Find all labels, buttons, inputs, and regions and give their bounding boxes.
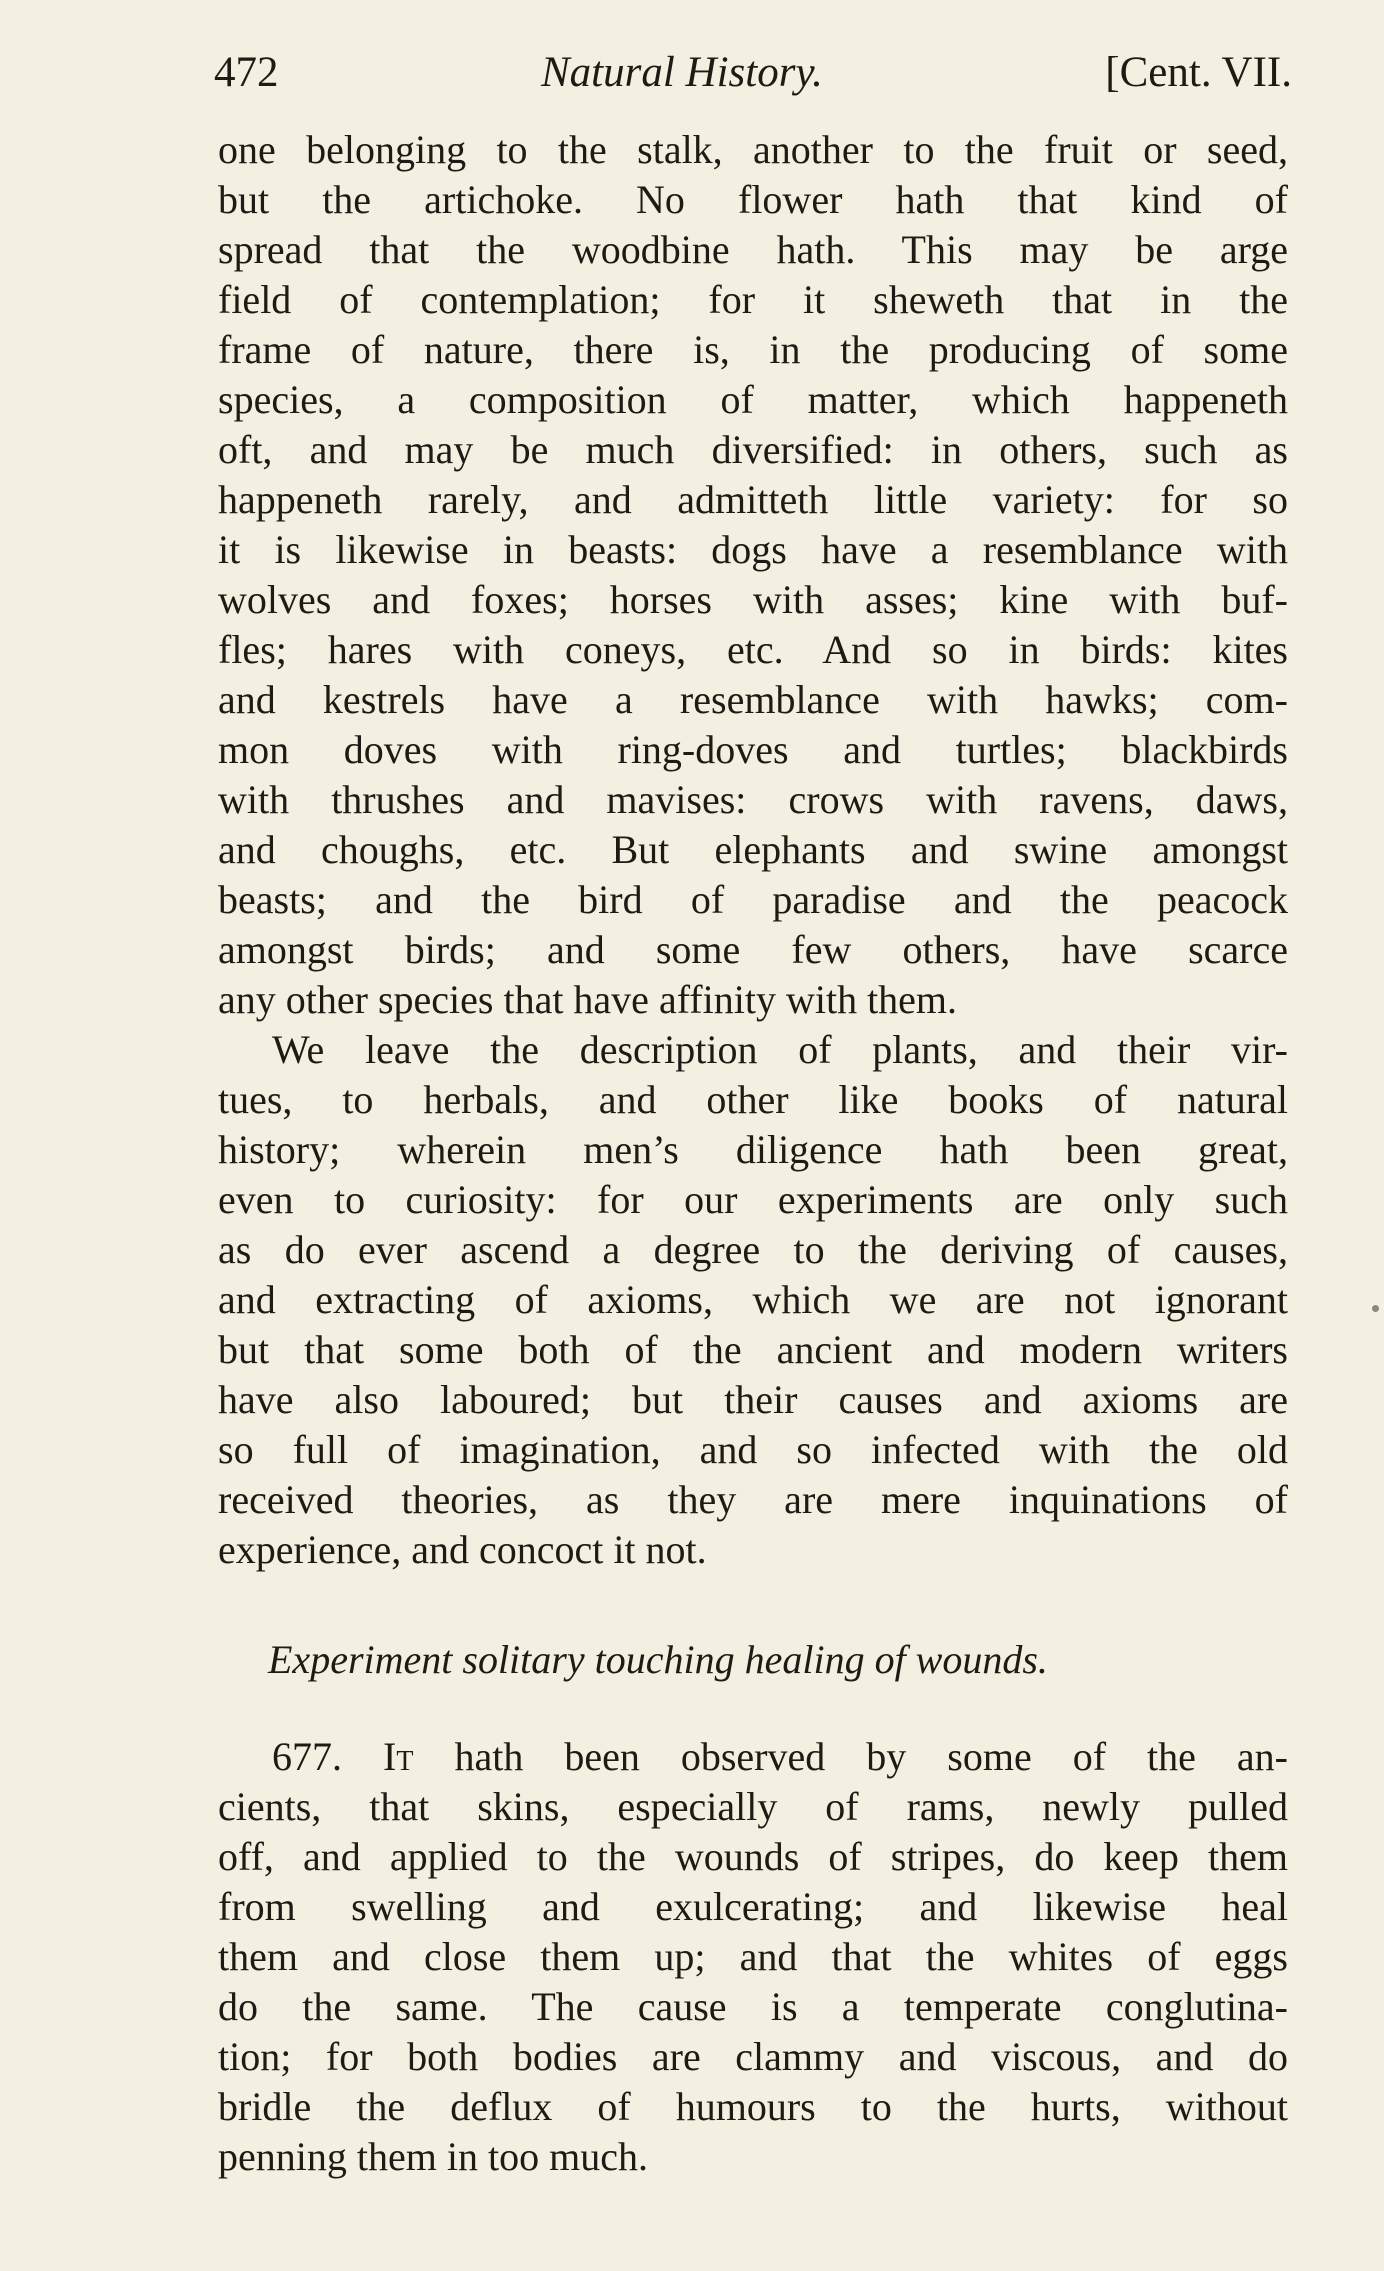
text-line: received theories, as they are mere inquinations of: [218, 1477, 1288, 1522]
text-line: amongst birds; and some few others, have scarce: [218, 927, 1288, 972]
text-line: one belonging to the stalk, another to the fruit or seed,: [218, 127, 1288, 172]
page-number: 472: [214, 49, 279, 96]
scan-mark: [1372, 1305, 1379, 1312]
text-line: species, a composition of matter, which happeneth: [218, 377, 1288, 422]
text-line: as do ever ascend a degree to the deriving of causes,: [218, 1227, 1288, 1272]
text-line: history; wherein men’s diligence hath been great,: [218, 1127, 1288, 1172]
text-line: We leave the description of plants, and their vir-: [272, 1027, 1288, 1072]
text-line: happeneth rarely, and admitteth little variety: for so: [218, 477, 1288, 522]
text-line: wolves and foxes; horses with asses; kine with buf-: [218, 577, 1288, 622]
text-line: field of contemplation; for it sheweth that in the: [218, 277, 1288, 322]
small-caps-opening: It: [383, 1734, 414, 1779]
text-line: beasts; and the bird of paradise and the peacock: [218, 877, 1288, 922]
running-section: [Cent. VII.: [1105, 49, 1292, 96]
text-line: but the artichoke. No flower hath that kind of: [218, 177, 1288, 222]
text-line: experience, and concoct it not.: [218, 1527, 707, 1572]
text-line: spread that the woodbine hath. This may be arge: [218, 227, 1288, 272]
running-head: [214, 38, 1292, 108]
running-title: Natural History.: [541, 49, 823, 96]
text-line: off, and applied to the wounds of stripes, do keep them: [218, 1834, 1288, 1879]
text-line: mon doves with ring-doves and turtles; blackbirds: [218, 727, 1288, 772]
text-line: do the same. The cause is a temperate conglutina-: [218, 1984, 1288, 2029]
text-line: with thrushes and mavises: crows with ravens, daws,: [218, 777, 1288, 822]
text-line: but that some both of the ancient and modern writers: [218, 1327, 1288, 1372]
text-line: tues, to herbals, and other like books of natural: [218, 1077, 1288, 1122]
text-line: them and close them up; and that the whites of eggs: [218, 1934, 1288, 1979]
experiment-heading: Experiment solitary touching healing of wounds.: [268, 1637, 1048, 1682]
text-line: any other species that have affinity with them.: [218, 977, 958, 1022]
text-line: so full of imagination, and so infected with the old: [218, 1427, 1288, 1472]
text-line: and extracting of axioms, which we are not ignorant: [218, 1277, 1288, 1322]
text-line: from swelling and exulcerating; and likewise heal: [218, 1884, 1288, 1929]
text-line: penning them in too much.: [218, 2134, 648, 2179]
text-line: tion; for both bodies are clammy and viscous, and do: [218, 2034, 1288, 2079]
text-line: even to curiosity: for our experiments are only such: [218, 1177, 1288, 1222]
paragraph-number: 677.: [272, 1734, 342, 1779]
text-line: frame of nature, there is, in the producing of some: [218, 327, 1288, 372]
text-line: cients, that skins, especially of rams, newly pulled: [218, 1784, 1288, 1829]
text-line: and kestrels have a resemblance with hawks; com-: [218, 677, 1288, 722]
text-line: fles; hares with coneys, etc. And so in birds: kites: [218, 627, 1288, 672]
text-line: it is likewise in beasts: dogs have a resemblance with: [218, 527, 1288, 572]
text-line: and choughs, etc. But elephants and swine amongst: [218, 827, 1288, 872]
text-line: oft, and may be much diversified: in others, such as: [218, 427, 1288, 472]
paragraph-677-first-line: [272, 1732, 1288, 1782]
text-line: have also laboured; but their causes and axioms are: [218, 1377, 1288, 1422]
first-line-text: hath been observed by some of the an-: [454, 1734, 1289, 1779]
text-line: bridle the deflux of humours to the hurts, without: [218, 2084, 1288, 2129]
